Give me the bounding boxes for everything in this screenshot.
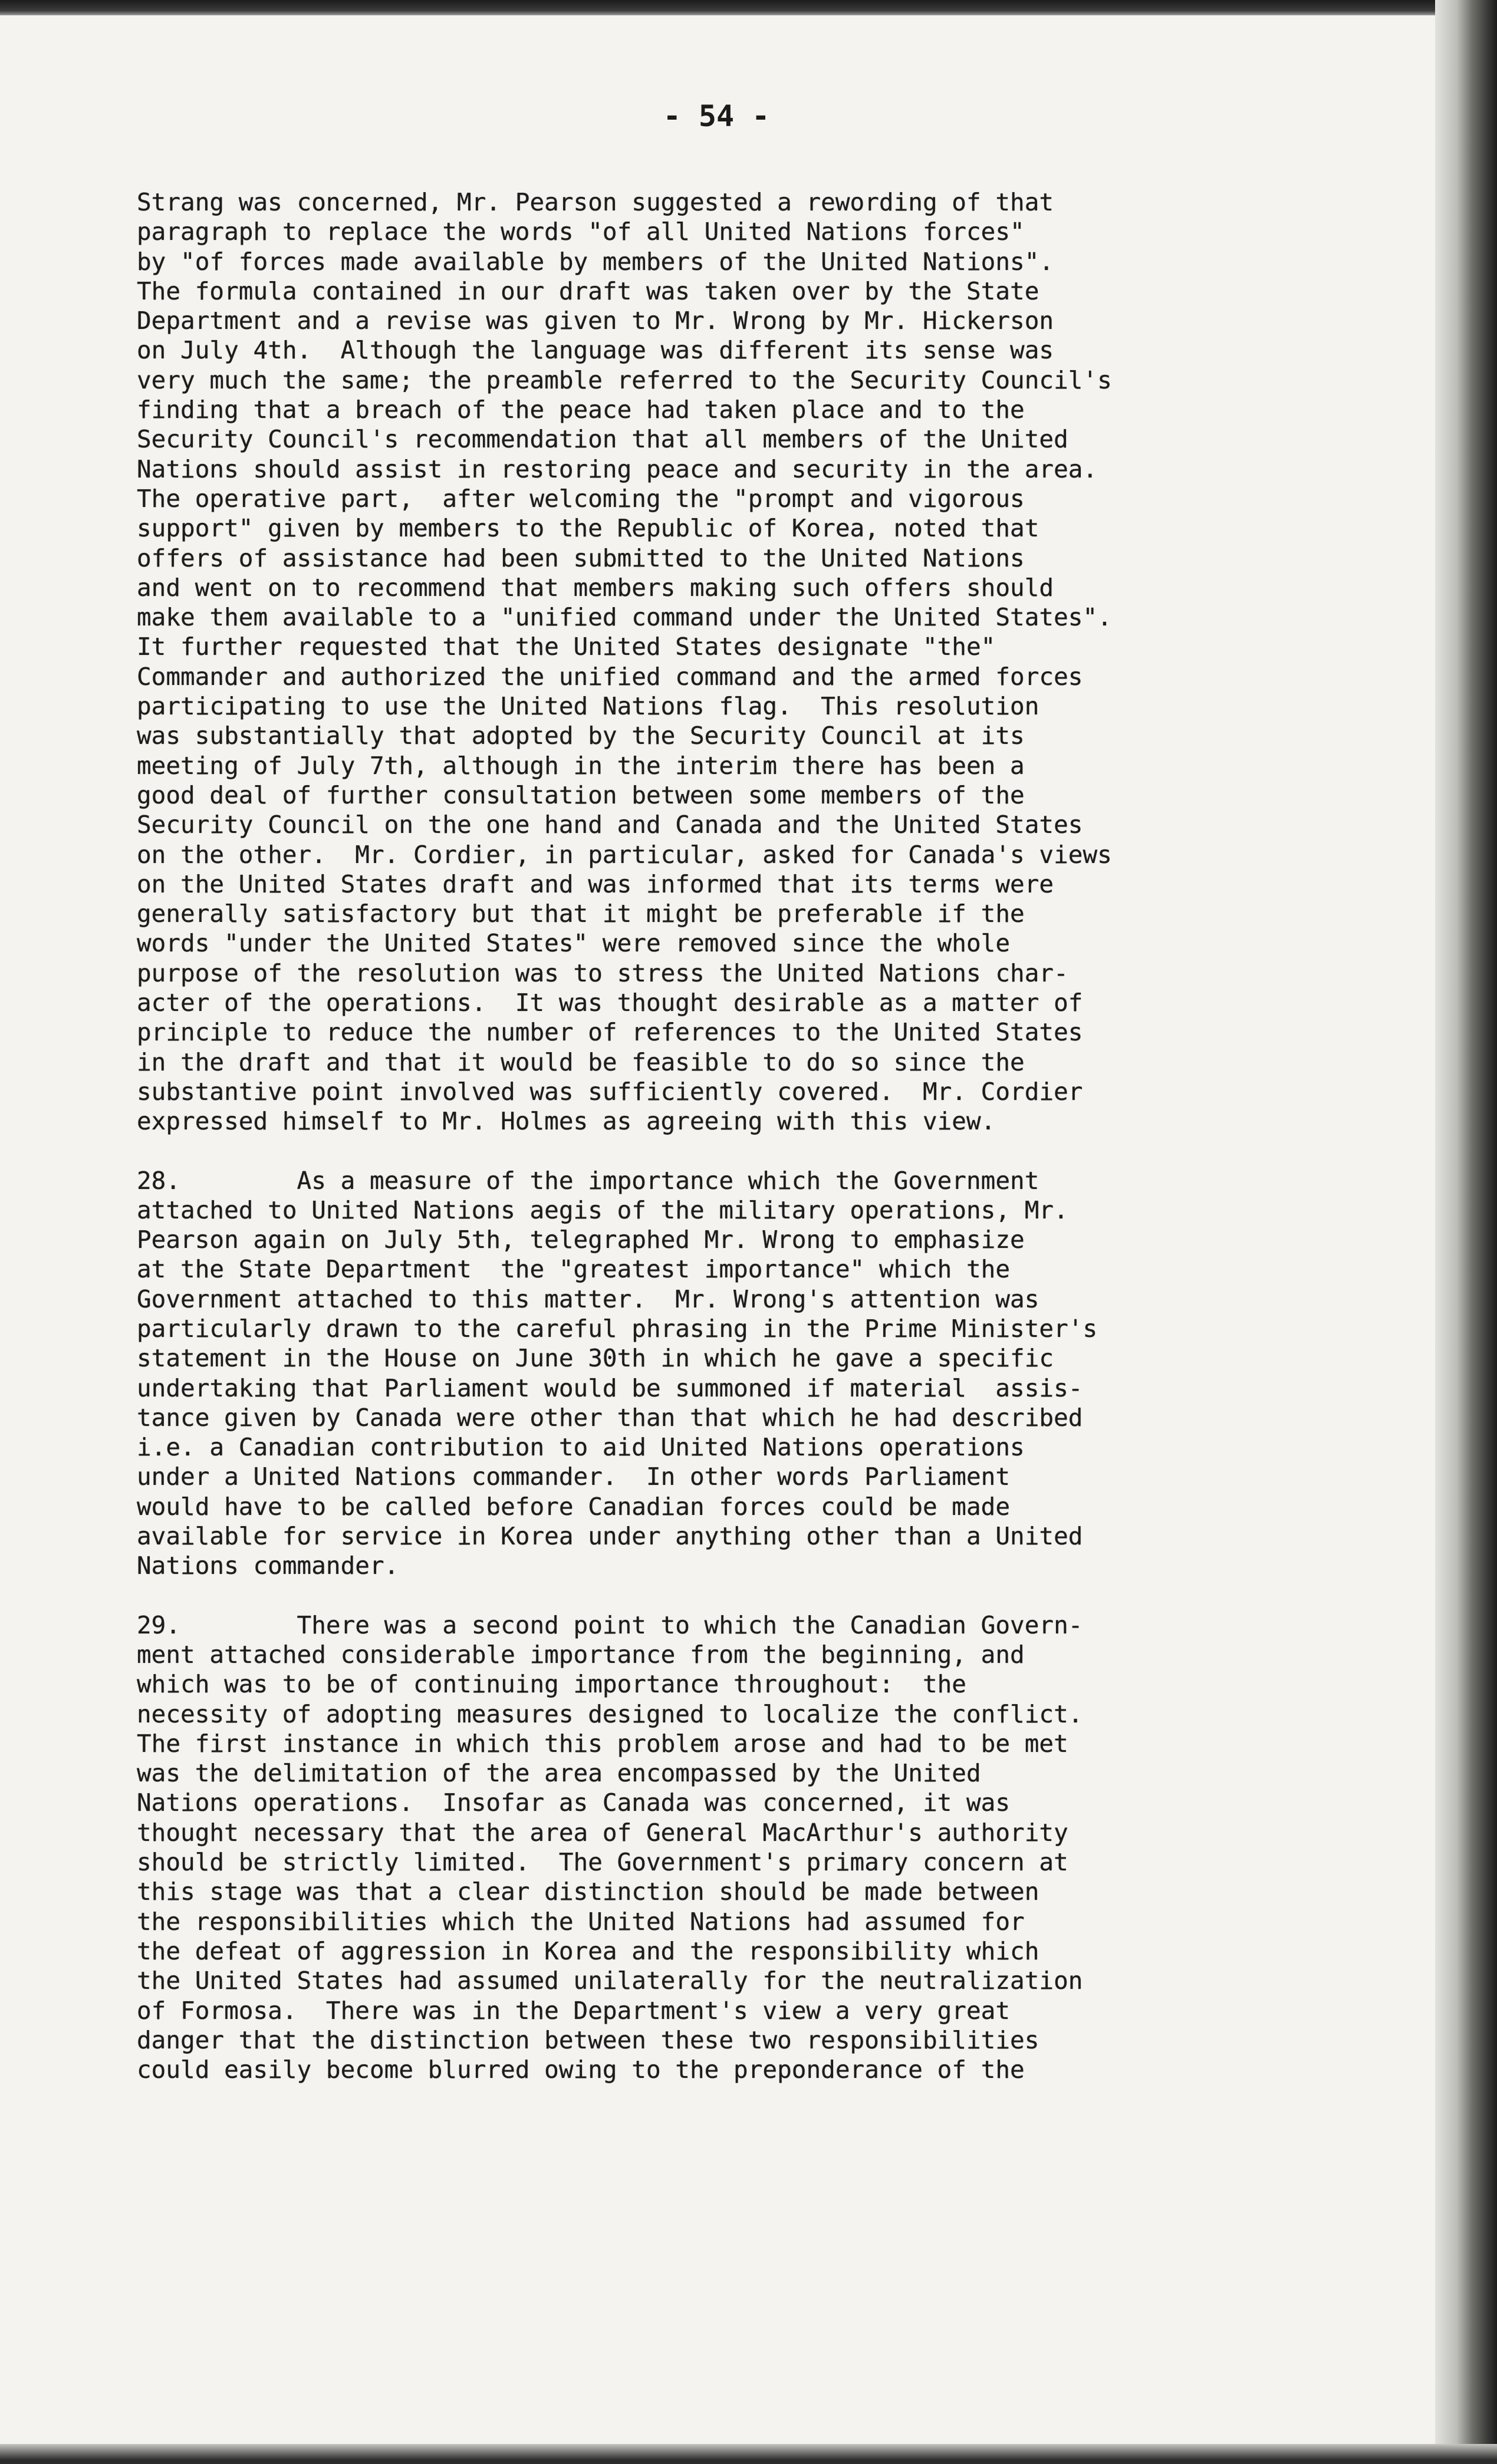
scan-edge-right	[1435, 0, 1497, 2464]
text-line: particularly drawn to the careful phrasing in the Prime Minister's	[137, 1314, 1098, 1343]
text-line: undertaking that Parliament would be summoned if material assis-	[137, 1373, 1083, 1402]
text-line: paragraph to replace the words "of all United Nations forces"	[137, 218, 1025, 246]
text-line: i.e. a Canadian contribution to aid United Nations operations	[137, 1433, 1025, 1462]
text-line: It further requested that the United States designate "the"	[137, 633, 996, 661]
text-line: Commander and authorized the unified command and the armed forces	[137, 662, 1083, 691]
text-line: Pearson again on July 5th, telegraphed Mr. Wrong to emphasize	[137, 1226, 1025, 1254]
text-line: Nations should assist in restoring peace and security in the area.	[137, 454, 1098, 483]
text-line: Government attached to this matter. Mr. Wrong's attention was	[137, 1284, 1039, 1313]
text-line: this stage was that a clear distinction should be made between	[137, 1877, 1039, 1906]
text-line: in the draft and that it would be feasible to do so since the	[137, 1047, 1025, 1076]
text-line: ment attached considerable importance from the beginning, and	[137, 1640, 1025, 1669]
text-line: by "of forces made available by members of the United Nations".	[137, 247, 1054, 276]
text-line: substantive point involved was sufficiently covered. Mr. Cordier	[137, 1077, 1083, 1106]
text-line: generally satisfactory but that it might be preferable if the	[137, 900, 1025, 928]
text-line: very much the same; the preamble referred to the Security Council's	[137, 365, 1112, 394]
text-line: 28. As a measure of the importance which the Government	[137, 1166, 1039, 1195]
text-line: at the State Department the "greatest importance" which the	[137, 1255, 1011, 1284]
text-line: should be strictly limited. The Government's primary concern at	[137, 1848, 1068, 1877]
page-number: - 54 -	[663, 99, 770, 133]
text-line: statement in the House on June 30th in which he gave a specific	[137, 1344, 1054, 1373]
scan-edge-top	[0, 0, 1497, 15]
text-line: offers of assistance had been submitted to the United Nations	[137, 543, 1025, 572]
scan-edge-bottom	[0, 2444, 1497, 2464]
text-line: Security Council on the one hand and Canada and the United States	[137, 811, 1083, 839]
text-line: attached to United Nations aegis of the military operations, Mr.	[137, 1195, 1068, 1224]
text-line: 29. There was a second point to which the Canadian Govern-	[137, 1610, 1083, 1639]
text-line: The formula contained in our draft was taken over by the State	[137, 276, 1039, 305]
text-line: finding that a breach of the peace had taken place and to the	[137, 396, 1025, 424]
text-line: the responsibilities which the United Nations had assumed for	[137, 1907, 1025, 1936]
text-line: words "under the United States" were removed since the whole	[137, 929, 1011, 958]
text-line: could easily become blurred owing to the preponderance of the	[137, 2055, 1025, 2084]
text-line: which was to be of continuing importance throughout: the	[137, 1670, 966, 1699]
text-line: Nations commander.	[137, 1551, 399, 1580]
text-line: danger that the distinction between these two responsibilities	[137, 2025, 1039, 2054]
text-line: on July 4th. Although the language was different its sense was	[137, 336, 1054, 365]
text-line: expressed himself to Mr. Holmes as agreeing with this view.	[137, 1107, 996, 1136]
text-line: was the delimitation of the area encompassed by the United	[137, 1759, 981, 1788]
text-line: on the other. Mr. Cordier, in particular, asked for Canada's views	[137, 840, 1112, 869]
text-line: under a United Nations commander. In other words Parliament	[137, 1462, 1011, 1491]
text-line: acter of the operations. It was thought desirable as a matter of	[137, 989, 1083, 1017]
text-line: on the United States draft and was informed that its terms were	[137, 869, 1054, 898]
text-line: The operative part, after welcoming the "prompt and vigorous	[137, 484, 1025, 513]
text-line: the defeat of aggression in Korea and the responsibility which	[137, 1936, 1039, 1965]
text-line: tance given by Canada were other than that which he had described	[137, 1403, 1083, 1432]
text-line: thought necessary that the area of General MacArthur's authority	[137, 1818, 1068, 1847]
text-line: of Formosa. There was in the Department's view a very great	[137, 1996, 1011, 2025]
text-line: would have to be called before Canadian forces could be made	[137, 1492, 1011, 1521]
text-line: purpose of the resolution was to stress the United Nations char-	[137, 958, 1068, 987]
text-line: make them available to a "unified command under the United States".	[137, 603, 1112, 632]
text-line: necessity of adopting measures designed to localize the conflict.	[137, 1699, 1083, 1728]
text-line: meeting of July 7th, although in the interim there has been a	[137, 751, 1025, 780]
text-line: principle to reduce the number of references to the United States	[137, 1018, 1083, 1047]
text-line: available for service in Korea under anything other than a United	[137, 1522, 1083, 1551]
text-line: good deal of further consultation between some members of the	[137, 780, 1025, 809]
text-line: Department and a revise was given to Mr. Wrong by Mr. Hickerson	[137, 307, 1054, 335]
text-line: the United States had assumed unilaterally for the neutralization	[137, 1966, 1083, 1995]
text-line: The first instance in which this problem arose and had to be met	[137, 1729, 1068, 1758]
text-line: Security Council's recommendation that all members of the United	[137, 425, 1068, 454]
document-body	[137, 187, 1316, 2084]
paragraph	[137, 187, 1316, 1137]
text-line: participating to use the United Nations flag. This resolution	[137, 692, 1039, 721]
text-line: Nations operations. Insofar as Canada was concerned, it was	[137, 1788, 1011, 1817]
text-line: was substantially that adopted by the Security Council at its	[137, 722, 1025, 750]
paragraph	[137, 1166, 1316, 1581]
paragraph	[137, 1610, 1316, 2085]
text-line: and went on to recommend that members making such offers should	[137, 573, 1054, 602]
text-line: support" given by members to the Republic of Korea, noted that	[137, 514, 1039, 543]
text-line: Strang was concerned, Mr. Pearson suggested a rewording of that	[137, 188, 1054, 216]
